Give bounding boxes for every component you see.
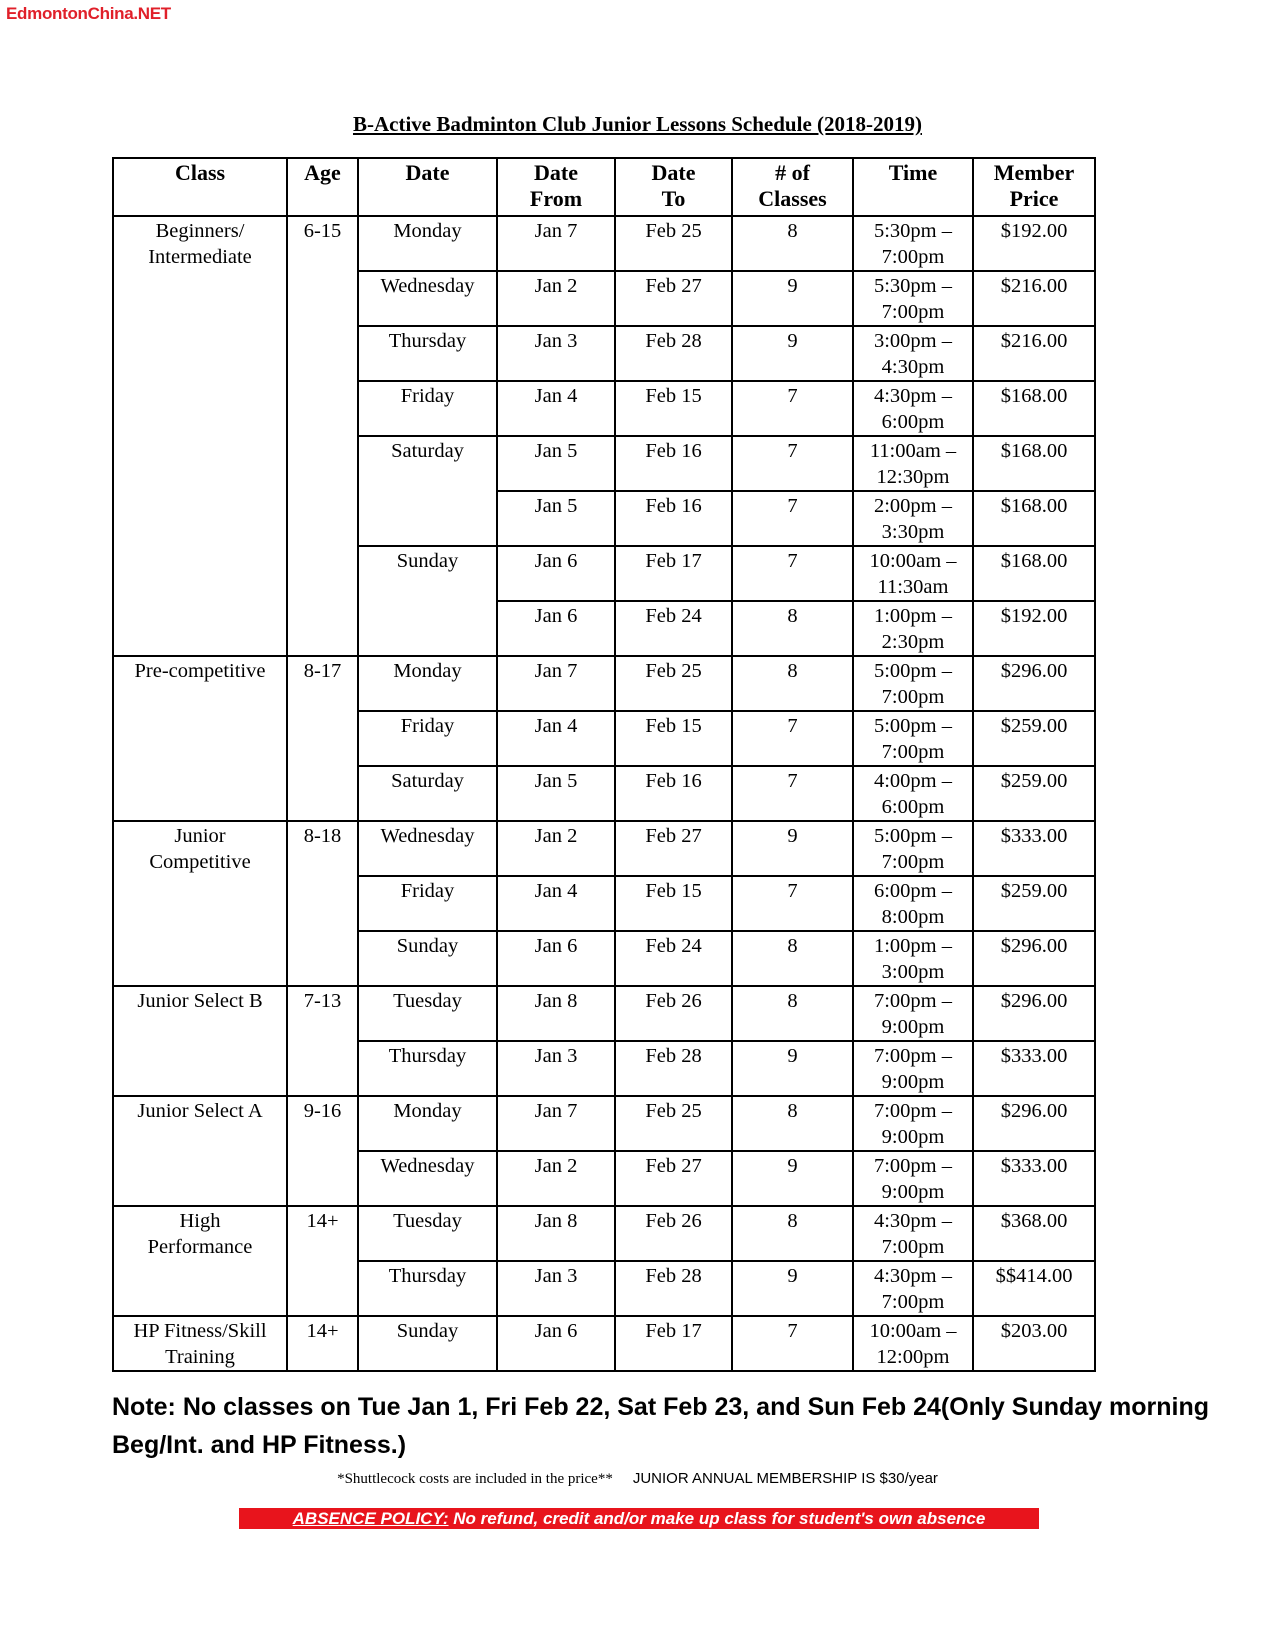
price-cell: $296.00 <box>973 1096 1095 1151</box>
date-from-cell: Jan 6 <box>497 931 615 986</box>
date-to-cell: Feb 15 <box>615 711 732 766</box>
day-cell: Saturday <box>358 436 497 546</box>
time-cell <box>853 436 973 491</box>
column-header-line: Date <box>405 160 450 185</box>
price-cell: $203.00 <box>973 1316 1095 1371</box>
day-cell: Wednesday <box>358 1151 497 1206</box>
time-end: 3:30pm <box>881 521 945 543</box>
date-to-cell: Feb 26 <box>615 986 732 1041</box>
day-cell: Saturday <box>358 766 497 821</box>
time-start: 11:00am – <box>869 440 957 462</box>
shuttlecock-note: *Shuttlecock costs are included in the price** <box>337 1471 613 1487</box>
column-header-line: # of <box>775 160 810 185</box>
age-cell: 6-15 <box>287 216 358 656</box>
time-start: 10:00am – <box>869 550 957 572</box>
price-cell: $259.00 <box>973 711 1095 766</box>
time-cell <box>853 656 973 711</box>
time-cell <box>853 546 973 601</box>
class-name-cell <box>113 216 287 656</box>
date-to-cell: Feb 26 <box>615 1206 732 1261</box>
time-end: 12:30pm <box>876 466 950 488</box>
date-to-cell: Feb 28 <box>615 1261 732 1316</box>
price-cell: $168.00 <box>973 491 1095 546</box>
note-text: Note: No classes on Tue Jan 1, Fri Feb 22, Sat Feb 23, and Sun Feb 24(Only Sunday morning Beg/Int. and HP Fitness.) <box>112 1393 1209 1459</box>
time-cell <box>853 601 973 656</box>
class-count-cell: 8 <box>732 986 853 1041</box>
date-from-cell: Jan 3 <box>497 326 615 381</box>
day-cell: Sunday <box>358 1316 497 1371</box>
class-count-cell: 8 <box>732 1096 853 1151</box>
class-name-line: Junior <box>174 825 226 847</box>
class-count-cell: 7 <box>732 381 853 436</box>
class-count-cell: 9 <box>732 1151 853 1206</box>
class-name-cell <box>113 1206 287 1316</box>
date-from-cell: Jan 2 <box>497 1151 615 1206</box>
class-count-cell: 8 <box>732 601 853 656</box>
time-end: 7:00pm <box>881 686 945 708</box>
day-cell: Friday <box>358 381 497 436</box>
column-header <box>732 158 853 216</box>
column-header-line: Time <box>888 160 938 185</box>
class-count-cell: 7 <box>732 436 853 491</box>
column-header <box>113 158 287 216</box>
day-cell: Thursday <box>358 1261 497 1316</box>
time-end: 7:00pm <box>881 741 945 763</box>
date-to-cell: Feb 24 <box>615 601 732 656</box>
time-end: 7:00pm <box>881 1291 945 1313</box>
table-body <box>113 216 1095 1371</box>
time-cell <box>853 711 973 766</box>
column-header-line: Date <box>651 160 696 185</box>
footnote <box>0 1470 1275 1488</box>
time-end: 4:30pm <box>881 356 945 378</box>
time-start: 5:00pm – <box>873 715 953 737</box>
class-count-cell: 7 <box>732 876 853 931</box>
time-end: 6:00pm <box>881 796 945 818</box>
class-name-cell <box>113 1096 287 1206</box>
price-cell: $$414.00 <box>973 1261 1095 1316</box>
class-count-cell: 9 <box>732 1041 853 1096</box>
time-cell <box>853 1096 973 1151</box>
time-end: 3:00pm <box>881 961 945 983</box>
age-cell: 8-18 <box>287 821 358 986</box>
price-cell: $368.00 <box>973 1206 1095 1261</box>
date-from-cell: Jan 4 <box>497 711 615 766</box>
column-header <box>497 158 615 216</box>
class-count-cell: 7 <box>732 766 853 821</box>
date-to-cell: Feb 16 <box>615 766 732 821</box>
date-to-cell: Feb 17 <box>615 1316 732 1371</box>
class-name-line: Performance <box>147 1236 253 1258</box>
column-header-line: To <box>661 186 686 211</box>
time-end: 9:00pm <box>881 1181 945 1203</box>
day-cell: Sunday <box>358 546 497 656</box>
class-name-line: Beginners/ <box>155 220 245 242</box>
class-count-cell: 9 <box>732 821 853 876</box>
day-cell: Monday <box>358 216 497 271</box>
class-count-cell: 7 <box>732 711 853 766</box>
price-cell: $333.00 <box>973 1041 1095 1096</box>
time-start: 7:00pm – <box>873 1045 953 1067</box>
page-title: B-Active Badminton Club Junior Lessons Schedule (2018-2019) <box>352 112 922 136</box>
time-cell <box>853 876 973 931</box>
date-from-cell: Jan 6 <box>497 601 615 656</box>
class-count-cell: 8 <box>732 656 853 711</box>
time-start: 7:00pm – <box>873 990 953 1012</box>
price-cell: $168.00 <box>973 381 1095 436</box>
class-name-line: Junior Select B <box>137 990 263 1012</box>
date-from-cell: Jan 2 <box>497 821 615 876</box>
age-cell: 7-13 <box>287 986 358 1096</box>
time-cell <box>853 381 973 436</box>
column-header <box>973 158 1095 216</box>
class-name-line: HP Fitness/Skill <box>133 1320 267 1342</box>
price-cell: $333.00 <box>973 821 1095 876</box>
date-to-cell: Feb 25 <box>615 216 732 271</box>
time-start: 5:30pm – <box>873 220 953 242</box>
price-cell: $192.00 <box>973 216 1095 271</box>
time-end: 9:00pm <box>881 1016 945 1038</box>
class-name-line: Junior Select A <box>137 1100 263 1122</box>
date-to-cell: Feb 27 <box>615 821 732 876</box>
class-count-cell: 9 <box>732 1261 853 1316</box>
membership-note: JUNIOR ANNUAL MEMBERSHIP IS $30/year <box>632 1470 938 1487</box>
day-cell: Friday <box>358 876 497 931</box>
price-cell: $168.00 <box>973 546 1095 601</box>
date-from-cell: Jan 7 <box>497 1096 615 1151</box>
price-cell: $168.00 <box>973 436 1095 491</box>
date-to-cell: Feb 27 <box>615 271 732 326</box>
column-header-line: From <box>529 186 583 211</box>
class-count-cell: 9 <box>732 271 853 326</box>
table-row <box>113 1096 1095 1151</box>
schedule-table <box>112 157 1096 1372</box>
time-end: 12:00pm <box>876 1346 950 1368</box>
time-start: 5:00pm – <box>873 660 953 682</box>
class-count-cell: 8 <box>732 931 853 986</box>
date-from-cell: Jan 2 <box>497 271 615 326</box>
time-cell <box>853 326 973 381</box>
date-to-cell: Feb 28 <box>615 1041 732 1096</box>
class-name-line: Competitive <box>149 851 251 873</box>
time-end: 6:00pm <box>881 411 945 433</box>
time-end: 7:00pm <box>881 1236 945 1258</box>
time-cell <box>853 216 973 271</box>
price-cell: $216.00 <box>973 326 1095 381</box>
age-cell: 9-16 <box>287 1096 358 1206</box>
table-row <box>113 216 1095 271</box>
day-cell: Wednesday <box>358 821 497 876</box>
price-cell: $259.00 <box>973 876 1095 931</box>
absence-policy-text: No refund, credit and/or make up class for student's own absence <box>448 1509 986 1528</box>
time-start: 7:00pm – <box>873 1155 953 1177</box>
time-start: 4:30pm – <box>873 1210 953 1232</box>
price-cell: $296.00 <box>973 986 1095 1041</box>
column-header-line: Class <box>174 160 226 185</box>
class-count-cell: 7 <box>732 491 853 546</box>
day-cell: Tuesday <box>358 1206 497 1261</box>
date-to-cell: Feb 25 <box>615 656 732 711</box>
date-from-cell: Jan 4 <box>497 876 615 931</box>
time-start: 7:00pm – <box>873 1100 953 1122</box>
price-cell: $216.00 <box>973 271 1095 326</box>
date-to-cell: Feb 25 <box>615 1096 732 1151</box>
time-start: 4:00pm – <box>873 770 953 792</box>
date-from-cell: Jan 5 <box>497 766 615 821</box>
time-end: 11:30am <box>877 576 949 598</box>
date-from-cell: Jan 7 <box>497 656 615 711</box>
day-cell: Thursday <box>358 326 497 381</box>
date-from-cell: Jan 6 <box>497 546 615 601</box>
time-cell <box>853 766 973 821</box>
price-cell: $296.00 <box>973 656 1095 711</box>
table-row <box>113 821 1095 876</box>
time-cell <box>853 1151 973 1206</box>
time-cell <box>853 821 973 876</box>
class-name-line: Pre-competitive <box>134 660 266 682</box>
time-start: 2:00pm – <box>873 495 953 517</box>
class-name-cell <box>113 1316 287 1371</box>
date-to-cell: Feb 16 <box>615 436 732 491</box>
date-from-cell: Jan 7 <box>497 216 615 271</box>
class-name-cell <box>113 656 287 821</box>
date-to-cell: Feb 16 <box>615 491 732 546</box>
column-header-line: Price <box>1009 186 1059 211</box>
time-end: 7:00pm <box>881 301 945 323</box>
date-from-cell: Jan 5 <box>497 491 615 546</box>
date-from-cell: Jan 8 <box>497 1206 615 1261</box>
date-from-cell: Jan 5 <box>497 436 615 491</box>
time-start: 5:00pm – <box>873 825 953 847</box>
age-cell: 14+ <box>287 1206 358 1316</box>
day-cell: Thursday <box>358 1041 497 1096</box>
column-header <box>853 158 973 216</box>
date-from-cell: Jan 4 <box>497 381 615 436</box>
time-start: 6:00pm – <box>873 880 953 902</box>
time-start: 4:30pm – <box>873 1265 953 1287</box>
time-end: 9:00pm <box>881 1071 945 1093</box>
table-row <box>113 1206 1095 1261</box>
date-to-cell: Feb 24 <box>615 931 732 986</box>
time-cell <box>853 931 973 986</box>
column-header <box>615 158 732 216</box>
class-name-cell <box>113 986 287 1096</box>
class-name-line: Intermediate <box>148 246 252 268</box>
date-to-cell: Feb 28 <box>615 326 732 381</box>
time-cell <box>853 491 973 546</box>
day-cell: Friday <box>358 711 497 766</box>
time-cell <box>853 1316 973 1371</box>
price-cell: $333.00 <box>973 1151 1095 1206</box>
time-cell <box>853 1261 973 1316</box>
time-start: 5:30pm – <box>873 275 953 297</box>
day-cell: Monday <box>358 1096 497 1151</box>
time-end: 9:00pm <box>881 1126 945 1148</box>
table-row <box>113 656 1095 711</box>
time-end: 7:00pm <box>881 851 945 873</box>
age-cell: 14+ <box>287 1316 358 1371</box>
date-from-cell: Jan 3 <box>497 1261 615 1316</box>
time-start: 1:00pm – <box>873 605 953 627</box>
date-from-cell: Jan 8 <box>497 986 615 1041</box>
column-header <box>358 158 497 216</box>
column-header <box>287 158 358 216</box>
time-end: 8:00pm <box>881 906 945 928</box>
day-cell: Wednesday <box>358 271 497 326</box>
date-to-cell: Feb 17 <box>615 546 732 601</box>
class-count-cell: 9 <box>732 326 853 381</box>
date-to-cell: Feb 15 <box>615 381 732 436</box>
day-cell: Tuesday <box>358 986 497 1041</box>
column-header-line: Age <box>304 160 341 185</box>
table-header-row <box>113 158 1095 216</box>
day-cell: Monday <box>358 656 497 711</box>
time-cell <box>853 1041 973 1096</box>
class-count-cell: 8 <box>732 216 853 271</box>
time-cell <box>853 271 973 326</box>
price-cell: $192.00 <box>973 601 1095 656</box>
table-row <box>113 986 1095 1041</box>
time-start: 4:30pm – <box>873 385 953 407</box>
absence-policy-banner <box>239 1508 1039 1529</box>
column-header-line: Member <box>993 160 1075 185</box>
time-start: 10:00am – <box>869 1320 957 1342</box>
time-cell <box>853 1206 973 1261</box>
time-cell <box>853 986 973 1041</box>
date-from-cell: Jan 6 <box>497 1316 615 1371</box>
time-end: 7:00pm <box>881 246 945 268</box>
date-to-cell: Feb 15 <box>615 876 732 931</box>
class-count-cell: 7 <box>732 1316 853 1371</box>
price-cell: $259.00 <box>973 766 1095 821</box>
price-cell: $296.00 <box>973 931 1095 986</box>
class-count-cell: 8 <box>732 1206 853 1261</box>
date-to-cell: Feb 27 <box>615 1151 732 1206</box>
class-name-line: High <box>179 1210 221 1232</box>
column-header-line: Date <box>534 160 578 185</box>
table-row <box>113 1316 1095 1371</box>
time-start: 1:00pm – <box>873 935 953 957</box>
class-name-cell <box>113 821 287 986</box>
time-start: 3:00pm – <box>873 330 953 352</box>
watermark-logo: EdmontonChina.NET <box>6 4 171 23</box>
column-header-line: Classes <box>758 186 827 211</box>
class-count-cell: 7 <box>732 546 853 601</box>
age-cell: 8-17 <box>287 656 358 821</box>
class-name-line: Training <box>165 1346 235 1368</box>
date-from-cell: Jan 3 <box>497 1041 615 1096</box>
time-end: 2:30pm <box>881 631 945 653</box>
absence-policy-label: ABSENCE POLICY: <box>292 1509 449 1528</box>
day-cell: Sunday <box>358 931 497 986</box>
